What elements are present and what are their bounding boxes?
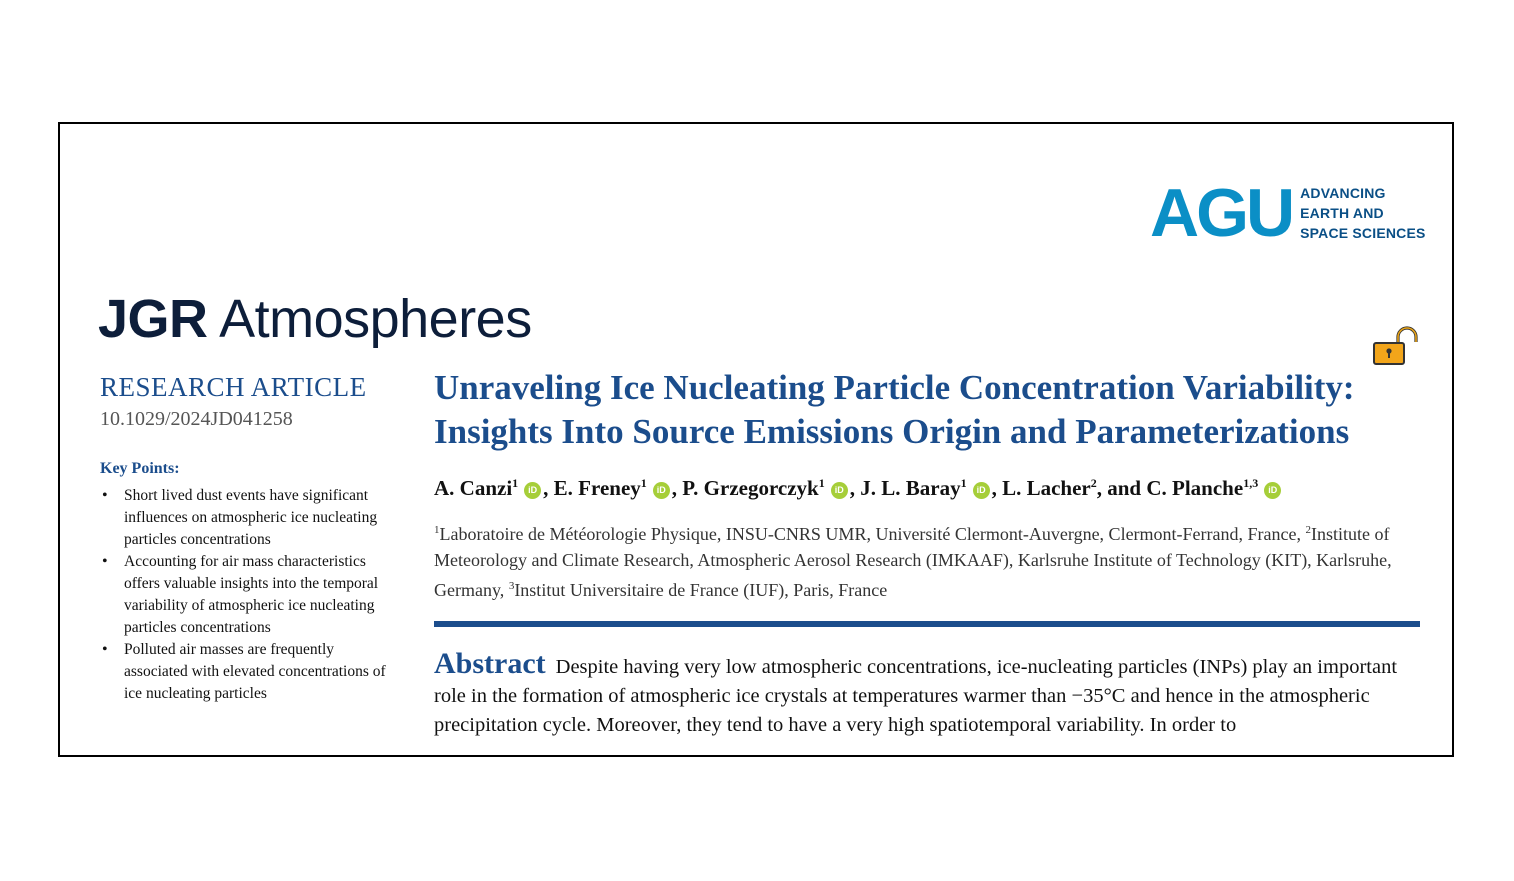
author-affiliation-number: 1 xyxy=(640,476,647,490)
affiliation-text: Institut Universitaire de France (IUF), Paris, France xyxy=(514,580,888,600)
key-point: • Polluted air masses are frequently associated with elevated concentrations of ice nucleating particles xyxy=(100,639,400,705)
author-separator: , xyxy=(849,476,861,500)
author-name: L. Lacher xyxy=(1002,476,1091,500)
author-separator: , and xyxy=(1096,476,1147,500)
article-title: Unraveling Ice Nucleating Particle Concentration Variability: Insights Into Source Emissions Origin and Parameterizations xyxy=(434,368,1355,451)
key-points-heading: Key Points: xyxy=(100,460,180,477)
affiliation-number: 3 xyxy=(508,580,515,592)
author-affiliation-number: 1 xyxy=(818,476,825,490)
abstract-text: Despite having very low atmospheric concentrations, ice-nucleating particles (INPs) play an important role in the formation of atmospheric ice crystals at temperatures warmer than −35°C and hence in the atmospheric precipitation cycle. Moreover, they tend to have a very high spatiotemporal variability. In order to xyxy=(434,656,1398,736)
affiliations xyxy=(434,517,1424,603)
section-divider xyxy=(434,621,1420,627)
agu-logo[interactable] xyxy=(1150,175,1426,251)
orcid-icon[interactable]: iD xyxy=(973,482,990,499)
author-name: A. Canzi xyxy=(434,476,513,500)
key-point: • Accounting for air mass characteristics offers valuable insights into the temporal variability of atmospheric ice nucleating particles concentrations xyxy=(100,551,400,639)
affiliation-number: 2 xyxy=(1305,524,1311,536)
agu-tagline-line: EARTH AND xyxy=(1300,205,1384,221)
open-access-lock-icon[interactable] xyxy=(1372,326,1420,366)
author-separator: , xyxy=(543,476,554,500)
author-name: E. Freney xyxy=(553,476,641,500)
key-points-list xyxy=(100,485,400,705)
agu-tagline-line: SPACE SCIENCES xyxy=(1300,225,1426,241)
affiliation-number: 1 xyxy=(434,524,440,536)
author-affiliation-number: 2 xyxy=(1090,476,1097,490)
article-main xyxy=(434,366,1424,740)
orcid-icon[interactable]: iD xyxy=(831,482,848,499)
journal-title-bold: JGR xyxy=(98,289,208,349)
author-name: C. Planche xyxy=(1146,476,1244,500)
agu-logo-mark: AGU xyxy=(1150,175,1293,251)
article-type: RESEARCH ARTICLE xyxy=(100,372,367,402)
sidebar xyxy=(100,372,400,705)
author-separator: , xyxy=(671,476,683,500)
author-name: J. L. Baray xyxy=(860,476,961,500)
author-affiliation-number: 1 xyxy=(512,476,519,490)
author-separator: , xyxy=(991,476,1003,500)
key-point: • Short lived dust events have significant influences on atmospheric ice nucleating particles concentrations xyxy=(100,485,400,551)
journal-title xyxy=(98,289,532,349)
author-affiliation-number: 1 xyxy=(960,476,967,490)
agu-tagline xyxy=(1300,183,1425,243)
affiliation-text: Laboratoire de Météorologie Physique, INSU-CNRS UMR, Université Clermont-Auvergne, Clermont-Ferrand, France, xyxy=(439,524,1306,544)
document-page xyxy=(58,122,1454,757)
doi-link[interactable]: 10.1029/2024JD041258 xyxy=(100,408,293,430)
agu-tagline-line: ADVANCING xyxy=(1300,185,1386,201)
orcid-icon[interactable]: iD xyxy=(653,482,670,499)
journal-title-rest: Atmospheres xyxy=(207,289,532,349)
orcid-icon[interactable]: iD xyxy=(524,482,541,499)
affiliation-text: Institute of Meteorology and Climate Research, Atmospheric Aerosol Research (IMKAAF), Karlsruhe Institute of Technology (KIT), Karlsruhe, Germany, xyxy=(434,524,1392,600)
abstract xyxy=(434,649,1424,740)
orcid-icon[interactable]: iD xyxy=(1264,482,1281,499)
author-list xyxy=(434,470,1424,501)
author-affiliation-number: 1,3 xyxy=(1243,476,1259,490)
author-name: P. Grzegorczyk xyxy=(682,476,819,500)
abstract-heading: Abstract xyxy=(434,647,546,680)
